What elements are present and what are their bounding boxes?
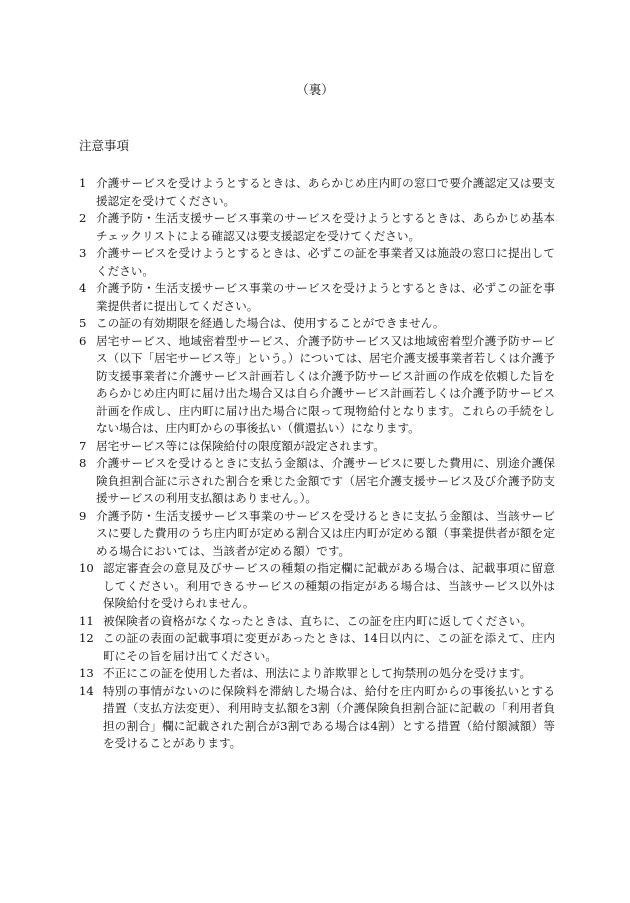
note-text: 介護予防・生活支援サービス事業のサービスを受けようとするときは、あらかじめ基本チェックリストによる確認又は要支援認定を受けてください。: [96, 211, 555, 243]
note-item: [79, 315, 555, 333]
note-number: 8: [79, 456, 87, 470]
note-item: [79, 438, 555, 456]
note-item: [79, 508, 555, 561]
note-item: [79, 175, 555, 210]
note-text: 介護予防・生活支援サービス事業のサービスを受けるときに支払う金額は、当該サービスに要した費用のうち庄内町が定める割合又は庄内町が定める額（事業提供者が額を定める場合においては、当該者が定める額）です。: [96, 508, 555, 558]
note-number: 1: [79, 176, 87, 190]
note-item: [79, 210, 555, 245]
note-item: [79, 560, 555, 613]
note-item: [79, 665, 555, 683]
note-text: 居宅サービス等には保険給付の限度額が設定されます。: [96, 438, 385, 453]
note-text: 不正にこの証を使用した者は、刑法により詐欺罪として拘禁刑の処分を受けます。: [103, 666, 532, 680]
note-item: [79, 455, 555, 508]
note-text: この証の有効期限を経過した場合は、使用することができません。: [96, 316, 445, 330]
note-number: 11: [79, 613, 94, 628]
section-title: 注意事項: [79, 138, 130, 153]
note-number: 12: [79, 631, 94, 645]
note-item: [79, 280, 555, 315]
note-item: [79, 245, 555, 280]
note-text: この証の表面の記載事項に変更があったときは、14日以内に、この証を添えて、庄内町にその旨を届け出てください。: [103, 631, 555, 663]
note-item: [79, 683, 555, 753]
note-number: 9: [79, 508, 87, 523]
notes-list: [79, 175, 555, 753]
note-number: 14: [79, 683, 94, 698]
note-number: 13: [79, 666, 94, 680]
note-text: 介護サービスを受けるときに支払う金額は、介護サービスに要した費用に、別途介護保険負担割合証に示された割合を乗じた金額です（居宅介護支援サービス及び介護予防支援サービスの利用支払額はありません。）。: [96, 456, 555, 505]
note-text: 居宅サービス、地域密着型サービス、介護予防サービス又は地域密着型介護予防サービス（以下「居宅サービス等」という。）については、居宅介護支援事業者若しくは介護予防支援事業者に介護サービス計画若しくは介護予防サービス計画の作成を依頼した旨をあらかじめ庄内町に届け出た場合又は自ら介護サービス計画若しくは介護予防サービス計画を作成し、庄内町に届け出た場合に限って現物給付となります。これらの手続をしない場合は、庄内町からの事後払い（償還払い）になります。: [96, 333, 555, 435]
note-number: 5: [79, 316, 87, 330]
note-text: 被保険者の資格がなくなったときは、直ちに、この証を庄内町に返してください。: [103, 613, 532, 628]
note-number: 3: [79, 246, 87, 260]
page-heading: （裏）: [296, 82, 334, 97]
note-item: [79, 333, 555, 438]
note-text: 特別の事情がないのに保険料を滞納した場合は、給付を庄内町からの事後払いとする措置（支払方法変更）、利用時支払額を3割（介護保険負担割合証に記載の「利用者負担の割合」欄に記載された割合が3割である場合は4割）とする措置（給付額減額）等を受けることがあります。: [103, 683, 555, 750]
note-number: 10: [79, 561, 94, 575]
note-item: [79, 630, 555, 665]
note-number: 2: [79, 211, 87, 225]
note-text: 介護予防・生活支援サービス事業のサービスを受けようとするときは、必ずこの証を事業提供者に提出してください。: [96, 281, 555, 313]
note-text: 介護サービスを受けようとするときは、あらかじめ庄内町の窓口で要介護認定又は要支援認定を受けてください。: [96, 176, 555, 208]
note-text: 介護サービスを受けようとするときは、必ずこの証を事業者又は施設の窓口に提出してください。: [96, 246, 555, 278]
note-number: 6: [79, 333, 87, 348]
note-number: 4: [79, 281, 87, 295]
note-text: 認定審査会の意見及びサービスの種類の指定欄に記載がある場合は、記載事項に留意してください。利用できるサービスの種類の指定がある場合は、当該サービス以外は保険給付を受けられません。: [103, 561, 555, 610]
note-number: 7: [79, 438, 87, 453]
note-item: [79, 613, 555, 631]
